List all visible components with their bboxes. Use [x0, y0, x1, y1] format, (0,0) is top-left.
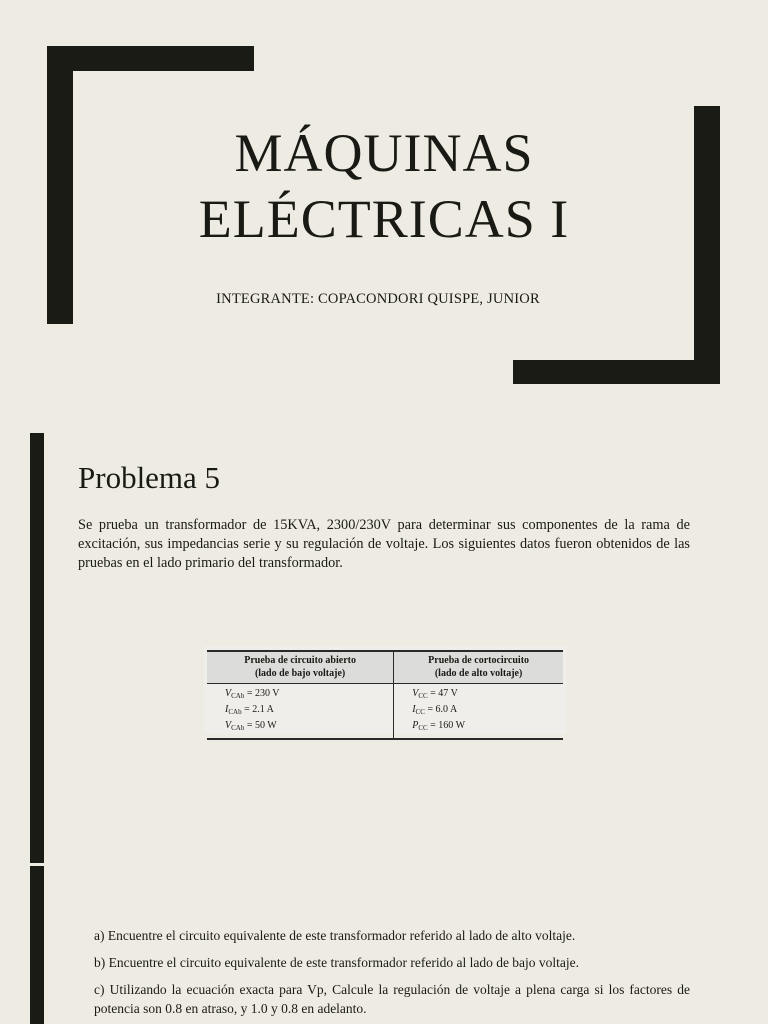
problem-title: Problema 5	[78, 460, 221, 495]
value: = 2.1 A	[244, 704, 274, 715]
table-cell-line	[225, 703, 393, 719]
table-cell-line	[412, 703, 563, 719]
open-circuit-values	[207, 684, 394, 740]
subscript: CC	[415, 708, 425, 716]
question-b: b) Encuentre el circuito equivalente de este transformador referido al lado de bajo voltaje.	[94, 955, 580, 970]
slide-title-line2: ELÉCTRICAS I	[198, 189, 570, 249]
symbol: V	[225, 688, 232, 699]
table-cell-line	[225, 687, 393, 703]
subscript: CC	[418, 692, 428, 700]
problem-slide	[0, 410, 768, 1024]
title-slide	[0, 0, 768, 410]
question-a: a) Encuentre el circuito equivalente de este transformador referido al lado de alto voltaje.	[94, 928, 576, 943]
header-line: Prueba de cortocircuito	[428, 655, 530, 666]
value: = 50 W	[246, 720, 277, 731]
table-cell-line	[225, 719, 393, 735]
frame-bracket-bottom-right-horizontal	[513, 360, 720, 384]
symbol: V	[225, 720, 232, 731]
table-cell-line	[412, 719, 563, 735]
test-data-table	[207, 650, 563, 740]
test-data-table-figure	[204, 646, 566, 734]
subscript: CC	[418, 724, 428, 732]
symbol: I	[225, 704, 229, 715]
value: = 160 W	[430, 720, 466, 731]
header-line: (lado de bajo voltaje)	[254, 668, 346, 679]
value: = 47 V	[430, 688, 458, 699]
table-header-open-circuit	[207, 651, 394, 684]
table-cell-line	[412, 687, 563, 703]
frame-bracket-top-left-vertical	[47, 46, 73, 324]
symbol: P	[412, 720, 419, 731]
slide-side-accent-bar-top	[30, 433, 44, 863]
problem-statement: Se prueba un transformador de 15KVA, 2300/230V para determinar sus componentes de la rama de excitación, sus impedancias serie y su regulación de voltaje. Los siguientes datos fueron obtenidos de las pruebas en el lado primario del transformador.	[78, 517, 690, 571]
header-line: Prueba de circuito abierto	[244, 655, 356, 666]
value: = 230 V	[246, 688, 280, 699]
slide-title-line1: MÁQUINAS	[234, 123, 534, 183]
short-circuit-values	[394, 684, 563, 740]
symbol: I	[412, 704, 416, 715]
subscript: CAb	[231, 692, 245, 700]
header-line: (lado de alto voltaje)	[434, 668, 523, 679]
question-c: c) Utilizando la ecuación exacta para Vp, Calcule la regulación de voltaje a plena carga si los factores de potencia son 0.8 en atraso, y 1.0 y 0.8 en adelanto.	[94, 982, 690, 1016]
value: = 6.0 A	[427, 704, 458, 715]
integrante-subtitle: INTEGRANTE: COPACONDORI QUISPE, JUNIOR	[216, 291, 540, 307]
frame-bracket-top-left-horizontal	[47, 46, 254, 71]
subscript: CAb	[228, 708, 242, 716]
symbol: V	[412, 688, 419, 699]
slide-side-accent-bar-bottom	[30, 866, 44, 1024]
subscript: CAb	[231, 724, 245, 732]
table-header-short-circuit	[394, 651, 563, 684]
